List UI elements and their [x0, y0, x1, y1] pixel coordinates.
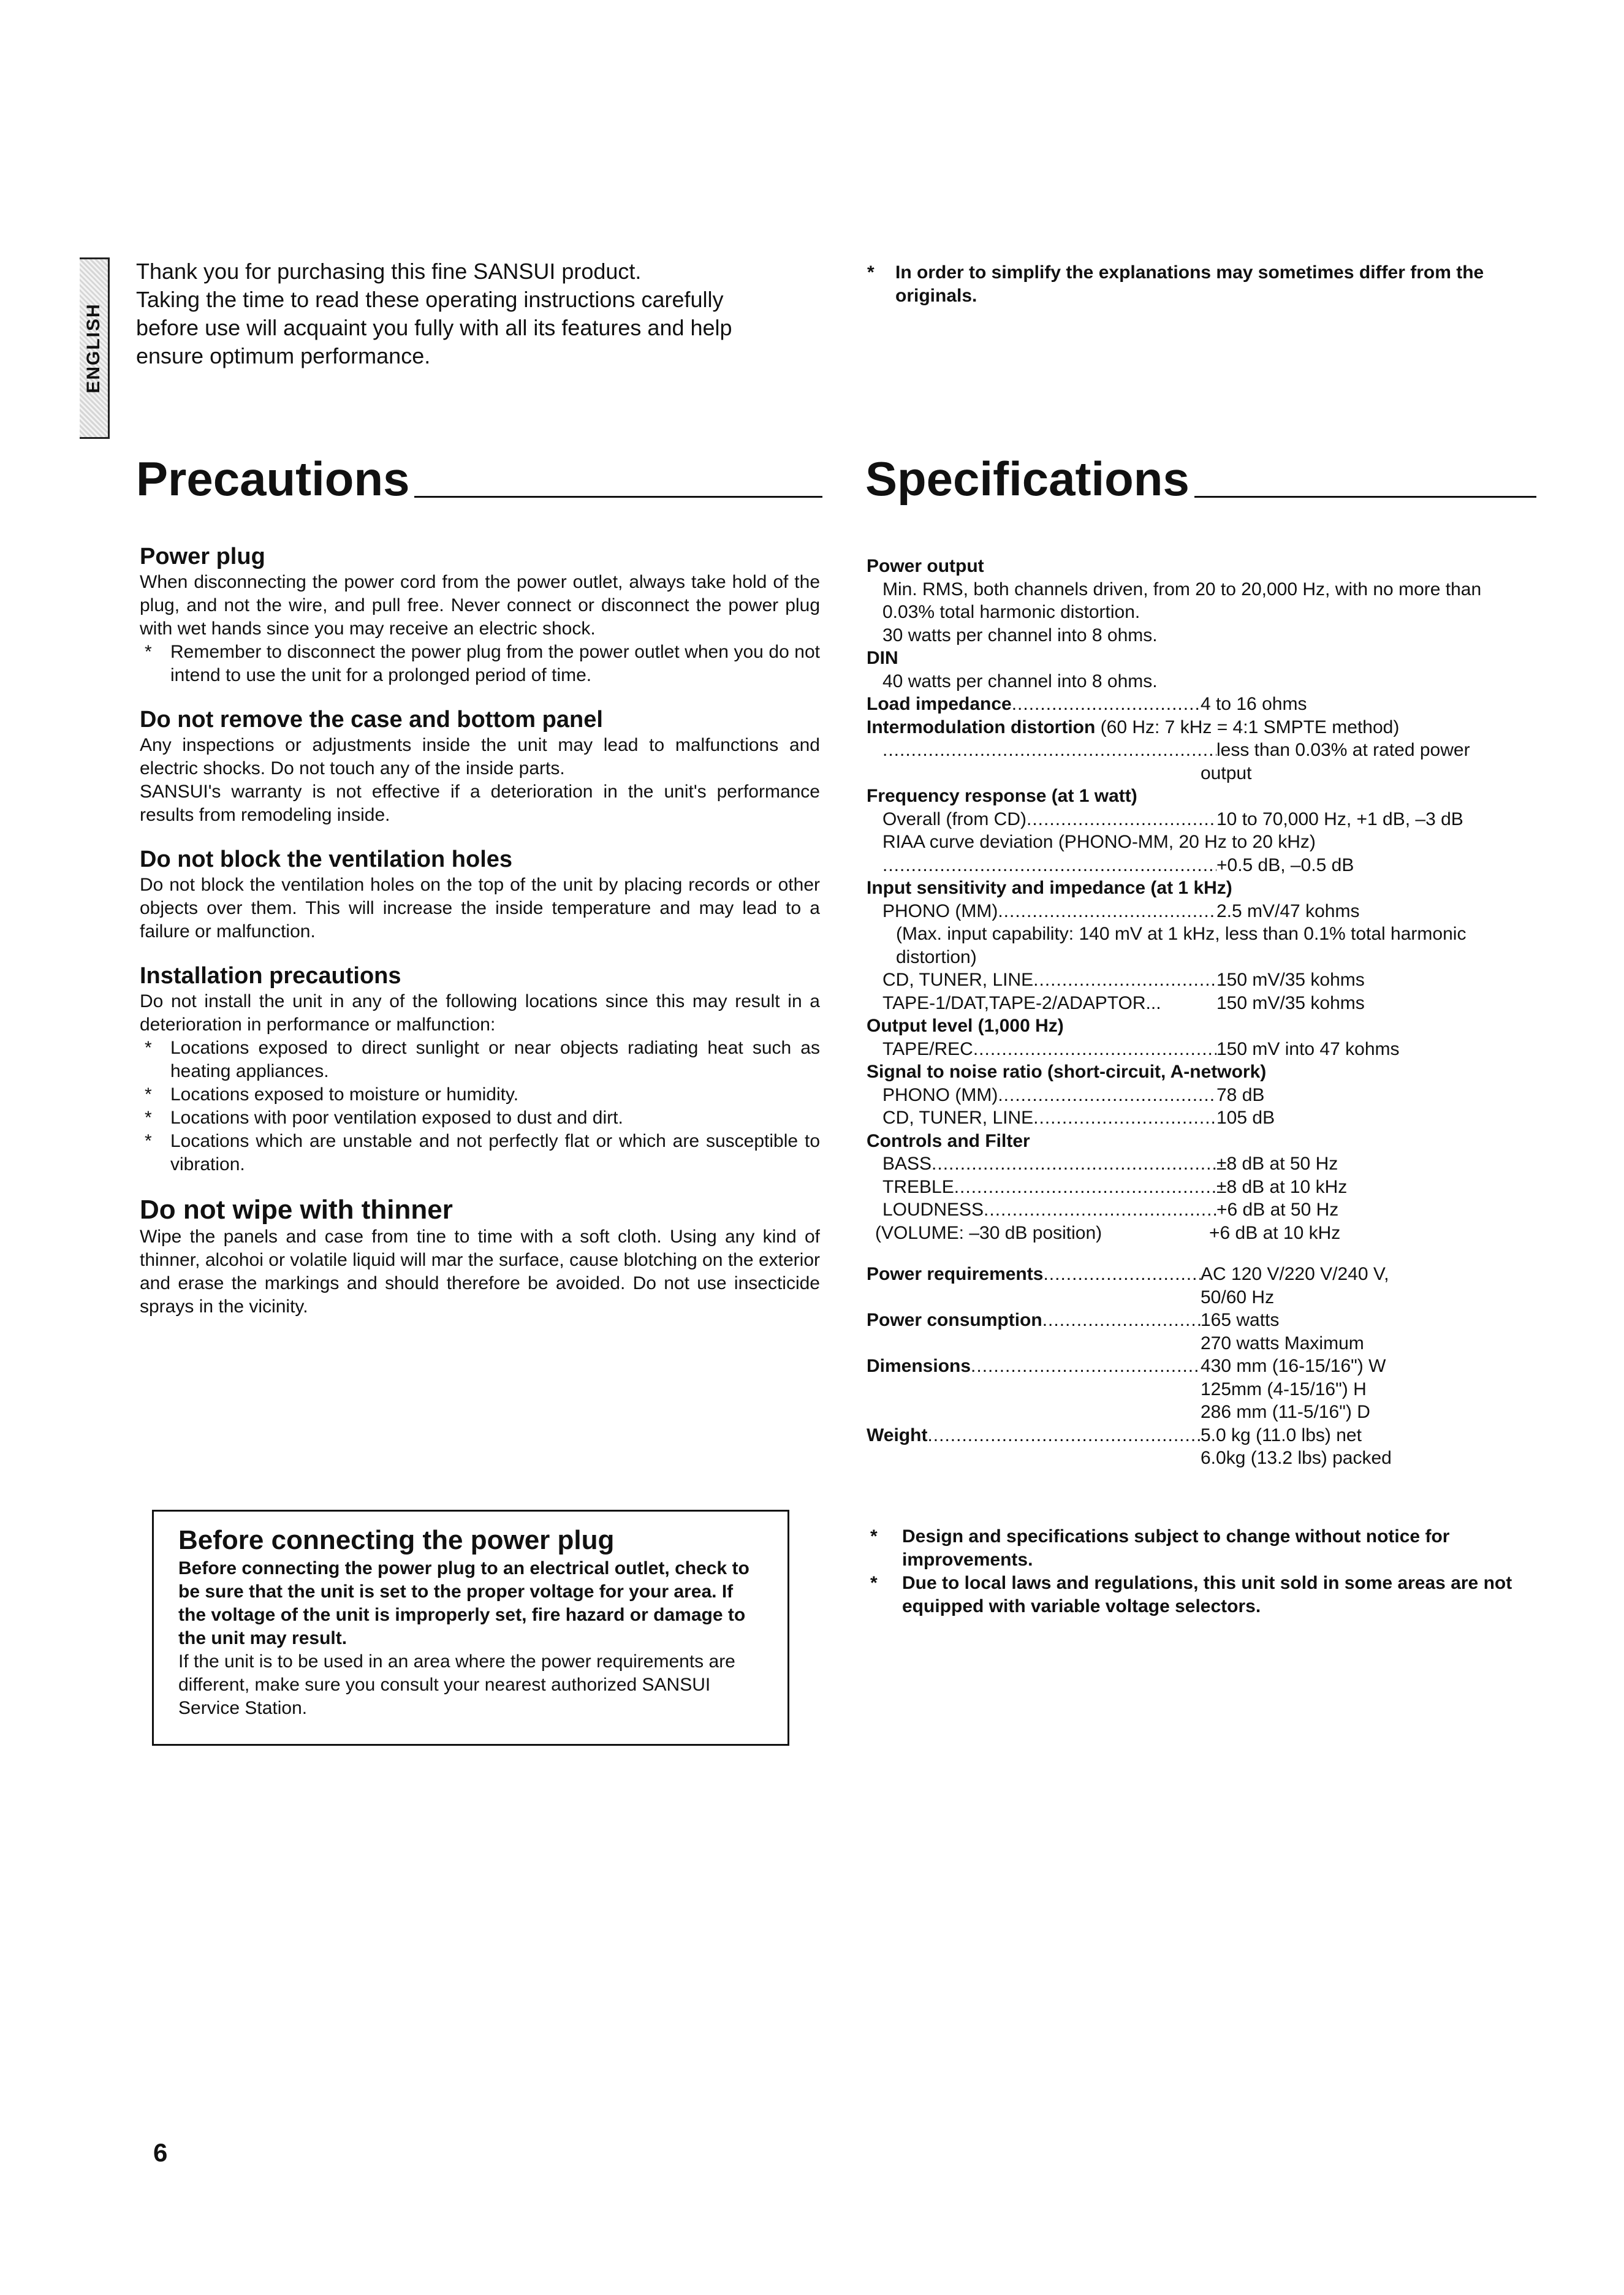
leader-dots: [1033, 969, 1216, 992]
installation-bullet: * Locations with poor ventilation exposed to dust and dirt.: [140, 1106, 820, 1130]
precautions-title: [136, 451, 822, 506]
spec-row: [867, 1198, 1538, 1222]
power-plug-heading: Power plug: [140, 544, 265, 569]
spec-value: 150 mV/35 kohms: [1216, 970, 1365, 990]
spec-label: Overall (from CD): [882, 809, 1027, 829]
installation-bullet: * Locations exposed to moisture or humidity.: [140, 1083, 820, 1106]
spec-heading: Input sensitivity and impedance (at 1 kHz): [867, 878, 1232, 898]
spec-label: Dimensions: [867, 1356, 971, 1376]
spec-value: 10 to 70,000 Hz, +1 dB, –3 dB: [1216, 809, 1463, 829]
leader-dots: [932, 1152, 1216, 1176]
spec-text: 30 watts per channel into 8 ohms.: [882, 625, 1158, 645]
leader-dots: [954, 1176, 1216, 1199]
spec-text: 40 watts per channel into 8 ohms.: [882, 671, 1158, 691]
leader-dots: [973, 1038, 1216, 1061]
power-plug-bullet: * Remember to disconnect the power plug from the power outlet when you do not intend to use the unit for a prolonged period of time.: [140, 641, 820, 687]
leader-dots: [927, 1424, 1201, 1447]
installation-bullet: * Locations exposed to direct sunlight or near objects radiating heat such as heating appliances.: [140, 1037, 820, 1083]
spec-value: 50/60 Hz: [1201, 1287, 1275, 1307]
spec-value: 430 mm (16-15/16") W: [1201, 1356, 1386, 1376]
spec-label: TAPE/REC: [882, 1038, 973, 1059]
notice-text: If the unit is to be used in an area where the power requirements are different, make sure you consult your nearest authorized SANSUI Service Station.: [178, 1651, 735, 1718]
spec-row: [867, 1222, 1538, 1245]
leader-dots: [984, 1198, 1216, 1222]
spec-value: +6 dB at 50 Hz: [1216, 1200, 1339, 1220]
spec-label: (VOLUME: –30 dB position): [875, 1222, 1102, 1243]
leader-dots: [998, 900, 1216, 923]
spec-value: AC 120 V/220 V/240 V,: [1201, 1264, 1389, 1284]
spec-row: [867, 1106, 1538, 1130]
thinner-text: Wipe the panels and case from tine to time with a soft cloth. Using any kind of thinner, alcohoi or volatile liquid will mar the surface, cause blotching on the exterior and erase the markings and should therefore be avoided. Do not use insecticide sprays in the vicinity.: [140, 1227, 820, 1317]
intro-line: Taking the time to read these operating instructions carefully: [136, 287, 724, 312]
asterisk-icon: *: [867, 262, 875, 283]
precautions-title-text: Precautions: [136, 452, 410, 506]
installation-text: Do not install the unit in any of the following locations since this may result in a deterioration in performance or malfunction:: [140, 991, 820, 1035]
spec-row: [867, 1355, 1538, 1378]
spec-value: less than 0.03% at rated power: [1216, 740, 1470, 760]
power-plug-text: When disconnecting the power cord from the power outlet, always take hold of the plug, and not the wire, and pull free. Never connect or disconnect the power plug with wet hands since you may receive an electric shock.: [140, 572, 820, 639]
spec-row: [867, 1038, 1538, 1061]
notice-bold-text: Before connecting the power plug to an electrical outlet, check to be sure that the unit is set to the proper voltage for your area. If the voltage of the unit is improperly set, fire hazard or damage to the unit may result.: [178, 1558, 749, 1648]
bottom-notes: [870, 1525, 1538, 1618]
spec-text: RIAA curve deviation (PHONO-MM, 20 Hz to 20 kHz): [882, 832, 1316, 852]
spec-row: [867, 693, 1538, 716]
installation-bullet: * Locations which are unstable and not perfectly flat or which are susceptible to vibration.: [140, 1130, 820, 1176]
spec-heading: Output level (1,000 Hz): [867, 1016, 1064, 1036]
specifications-column: [867, 555, 1538, 1470]
leader-dots: [1012, 693, 1201, 716]
top-note-text: In order to simplify the explanations may sometimes differ from the originals.: [895, 262, 1484, 306]
spec-row: [867, 808, 1538, 831]
spec-value: 105 dB: [1216, 1108, 1275, 1128]
intro-line: Thank you for purchasing this fine SANSUI product.: [136, 259, 642, 284]
language-tab-label: ENGLISH: [83, 303, 104, 394]
spec-value: 270 watts Maximum: [1201, 1333, 1364, 1353]
spec-label: CD, TUNER, LINE: [882, 1108, 1034, 1128]
case-panel-heading: Do not remove the case and bottom panel: [140, 707, 603, 733]
leader-dots: [1042, 1309, 1201, 1332]
spec-value: 5.0 kg (11.0 lbs) net: [1201, 1425, 1362, 1445]
spec-value: 150 mV/35 kohms: [1216, 992, 1365, 1013]
leader-dots: [1043, 1263, 1201, 1286]
spec-heading: Controls and Filter: [867, 1130, 1030, 1151]
case-panel-warranty: SANSUI's warranty is not effective if a deterioration in the unit's performance results from remodeling inside.: [140, 782, 820, 825]
intro-line: before use will acquaint you fully with all its features and help: [136, 315, 732, 340]
spec-text: Min. RMS, both channels driven, from 20 to 20,000 Hz, with no more than 0.03% total harmonic distortion.: [882, 579, 1482, 622]
spec-label: Power consumption: [867, 1310, 1042, 1330]
title-rule: [414, 496, 822, 498]
spec-label: LOUDNESS: [882, 1200, 984, 1220]
spec-label: TAPE-1/DAT,TAPE-2/ADAPTOR...: [882, 992, 1161, 1013]
specifications-title-text: Specifications: [865, 452, 1190, 506]
precautions-column: [140, 542, 820, 1319]
leader-dots: [998, 1084, 1216, 1107]
notice-heading: Before connecting the power plug: [178, 1525, 615, 1555]
spec-label: PHONO (MM): [882, 900, 998, 921]
title-rule: [1194, 496, 1536, 498]
leader-dots: [1033, 1106, 1216, 1130]
spec-value: 286 mm (11-5/16") D: [1201, 1402, 1370, 1422]
spec-label: CD, TUNER, LINE: [882, 970, 1034, 990]
spec-label: Power requirements: [867, 1264, 1044, 1284]
spec-value: 78 dB: [1216, 1084, 1265, 1105]
spec-label-suffix: (60 Hz: 7 kHz = 4:1 SMPTE method): [1095, 717, 1400, 737]
leader-dots: [971, 1355, 1201, 1378]
spec-label: TREBLE: [882, 1176, 954, 1197]
spec-row: [867, 1424, 1538, 1447]
spec-value: output: [1201, 763, 1252, 783]
language-tab: [80, 257, 110, 439]
spec-row: [867, 739, 1538, 762]
installation-heading: Installation precautions: [140, 963, 401, 989]
leader-dots: [1026, 808, 1216, 831]
spec-row: [867, 716, 1538, 739]
spec-value: ±8 dB at 10 kHz: [1216, 1176, 1348, 1197]
ventilation-text: Do not block the ventilation holes on the top of the unit by placing records or other objects over them. This will increase the inside temperature and may lead to a failure or malfunction.: [140, 875, 820, 942]
specifications-title: [865, 451, 1536, 506]
spec-heading: DIN: [867, 648, 898, 668]
spec-row: [867, 1309, 1538, 1332]
spec-label: Weight: [867, 1425, 928, 1445]
spec-row: [867, 1176, 1538, 1199]
spec-value: +6 dB at 10 kHz: [1209, 1222, 1341, 1243]
spec-text: (Max. input capability: 140 mV at 1 kHz, less than 0.1% total harmonic distortion): [896, 924, 1467, 967]
spec-value: +0.5 dB, –0.5 dB: [1216, 854, 1354, 875]
case-panel-text: Any inspections or adjustments inside the unit may lead to malfunctions and electric shocks. Do not touch any of the inside parts.: [140, 735, 820, 778]
spec-heading: Frequency response (at 1 watt): [867, 786, 1137, 806]
spec-row: [867, 900, 1538, 923]
intro-text: [136, 257, 835, 370]
note-item: * Design and specifications subject to change without notice for improvements.: [870, 1525, 1538, 1572]
power-plug-notice-box: [152, 1510, 789, 1746]
spec-value: 6.0kg (13.2 lbs) packed: [1201, 1448, 1392, 1468]
spec-value: 125mm (4-15/16") H: [1201, 1379, 1367, 1399]
thinner-heading: Do not wipe with thinner: [140, 1195, 453, 1225]
spec-row: [867, 1152, 1538, 1176]
spec-value: ±8 dB at 50 Hz: [1216, 1154, 1338, 1174]
spec-label: Intermodulation distortion: [867, 717, 1096, 737]
spec-row: [867, 969, 1538, 992]
intro-line: ensure optimum performance.: [136, 343, 431, 368]
spec-heading: Power output: [867, 556, 984, 576]
spec-label: BASS: [882, 1154, 932, 1174]
spec-label: Load impedance: [867, 694, 1012, 714]
spec-value: 4 to 16 ohms: [1201, 694, 1307, 714]
spec-value: 165 watts: [1201, 1310, 1280, 1330]
top-note: [867, 261, 1523, 308]
spec-value: 150 mV into 47 kohms: [1216, 1038, 1400, 1059]
spec-row: [867, 1263, 1538, 1286]
spec-heading: Signal to noise ratio (short-circuit, A-network): [867, 1062, 1267, 1082]
spec-row: [867, 854, 1538, 877]
note-item: * Due to local laws and regulations, this unit sold in some areas are not equipped with variable voltage selectors.: [870, 1572, 1538, 1618]
page-number: 6: [153, 2138, 168, 2167]
spec-row: [867, 992, 1538, 1015]
leader-dots: [882, 854, 1216, 877]
spec-label: PHONO (MM): [882, 1084, 998, 1105]
leader-dots: [882, 739, 1216, 762]
ventilation-heading: Do not block the ventilation holes: [140, 847, 513, 872]
spec-row: [867, 1084, 1538, 1107]
spec-value: 2.5 mV/47 kohms: [1216, 900, 1360, 921]
